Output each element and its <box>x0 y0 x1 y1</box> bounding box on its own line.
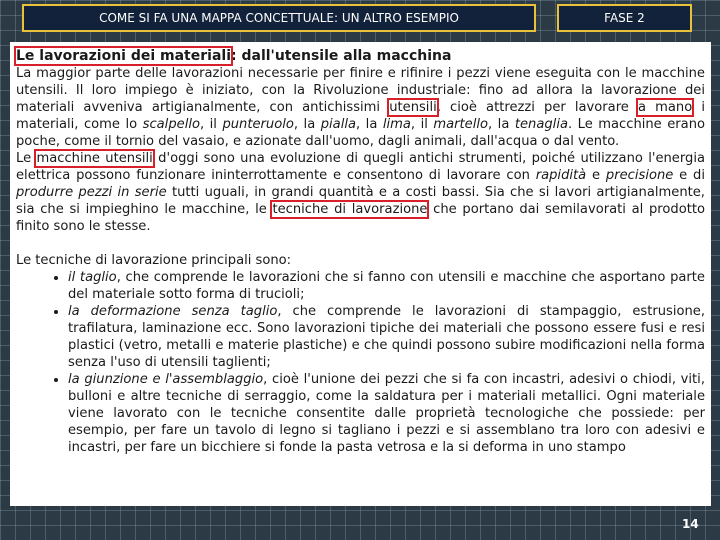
page-number: 14 <box>682 517 699 531</box>
highlight-macchine-utensili: macchine utensili <box>36 151 153 166</box>
p1-text: , cioè attrezzi per lavorare <box>436 100 638 115</box>
highlight-tecniche-di-lavorazione: tecniche di lavorazione <box>272 202 428 217</box>
emphasis-term: precisione <box>605 168 674 183</box>
list-item <box>68 371 705 456</box>
slide-title-box <box>22 4 536 32</box>
heading-highlight: Le lavorazioni dei materiali <box>16 48 231 64</box>
tool-term: lima <box>382 117 411 132</box>
p1-text: , il <box>410 117 434 132</box>
p1-text: . Le macchine erano poche, come il tornio del vasaio, e azionate dall'uomo, dagli animali, dall'acqua o dal vento. <box>16 117 706 149</box>
p1-text: , la <box>488 117 515 132</box>
spacer <box>16 235 705 252</box>
p1-text: , il <box>199 117 223 132</box>
phase-label: FASE 2 <box>604 11 645 25</box>
emphasis-term: rapidità <box>535 168 587 183</box>
list-item-text: , che comprende le lavorazioni di stampaggio, estrusione, trafilatura, laminazione ecc. Sono lavorazioni tipiche dei materiali che possono essere fusi e resi plastici (vetro, metalli e materie plastiche) e che quindi possono subire modificazioni nella forma senza l'uso di utensili taglienti; <box>68 304 705 370</box>
list-item-text: , cioè l'unione dei pezzi che si fa con incastri, adesivi o chiodi, viti, bulloni e altre tecniche di serraggio, come la saldatura per i materiali metallici. Ogni materiale viene lavorato con le tecniche consentite dalle proprietà tecnologiche che possiede: per esempio, per fare un tavolo di legno si tagliano i pezzi e si assemblano tra loro con adesivi e incastri, per fare un bicchiere si fonde la pasta vetrosa e la si deforma in uno stampo <box>68 372 705 455</box>
p2-text: e di <box>673 168 705 183</box>
list-intro: Le tecniche di lavorazione principali sono: <box>16 253 292 268</box>
p2-text: che portano dai semilavorati al prodotto finito sono le stesse. <box>16 202 705 234</box>
phase-box <box>557 4 692 32</box>
highlight-a-mano: a mano <box>638 100 693 115</box>
paragraph-2 <box>16 150 705 235</box>
p2-text: Le <box>16 151 37 166</box>
heading-rest: : dall'utensile alla macchina <box>231 48 452 64</box>
p2-text: d'oggi sono una evoluzione di quegli antichi strumenti, poiché utilizzano l'energia elettrica possono funzionare ininterrottamente e consentono di lavorare con <box>16 151 705 183</box>
list-item-term: la giunzione e l'assemblaggio <box>68 372 264 387</box>
tool-term: pialla <box>320 117 357 132</box>
list-item-term: il taglio <box>68 270 117 285</box>
p2-text: tutti uguali, in grandi quantità e a costi bassi. Sia che si lavori artigianalmente, sia che si impieghino le macchine, le <box>16 185 705 217</box>
list-item <box>68 303 705 371</box>
slide-title: COME SI FA UNA MAPPA CONCETTUALE: UN ALTRO ESEMPIO <box>99 11 459 25</box>
tool-term: scalpello <box>142 117 200 132</box>
list-item-text: , che comprende le lavorazioni che si fanno con utensili e macchine che asportano parte del materiale sotto forma di trucioli; <box>68 270 705 302</box>
tool-term: punteruolo <box>222 117 294 132</box>
p1-text: , la <box>356 117 383 132</box>
techniques-list <box>16 269 705 456</box>
tool-term: martello <box>433 117 489 132</box>
p1-text: i materiali, come lo <box>16 100 706 132</box>
emphasis-term: produrre pezzi in serie <box>16 185 167 200</box>
highlight-utensili: utensili <box>389 100 437 115</box>
list-item <box>68 269 705 303</box>
p1-text: , la <box>293 117 321 132</box>
document-page <box>10 42 711 506</box>
tool-term: tenaglia <box>514 117 568 132</box>
list-item-term: la deformazione senza taglio <box>68 304 278 319</box>
section-heading <box>16 48 705 65</box>
p2-text: e <box>586 168 606 183</box>
p1-text: La maggior parte delle lavorazioni necessarie per finire e rifinire i pezzi viene eseguita con le macchine utensili. Il loro impiego è iniziato, con la Rivoluzione industriale: fino ad allora la lavorazione dei materiali avveniva artigianalmente, con antichissimi <box>16 66 705 115</box>
paragraph-1 <box>16 65 705 150</box>
